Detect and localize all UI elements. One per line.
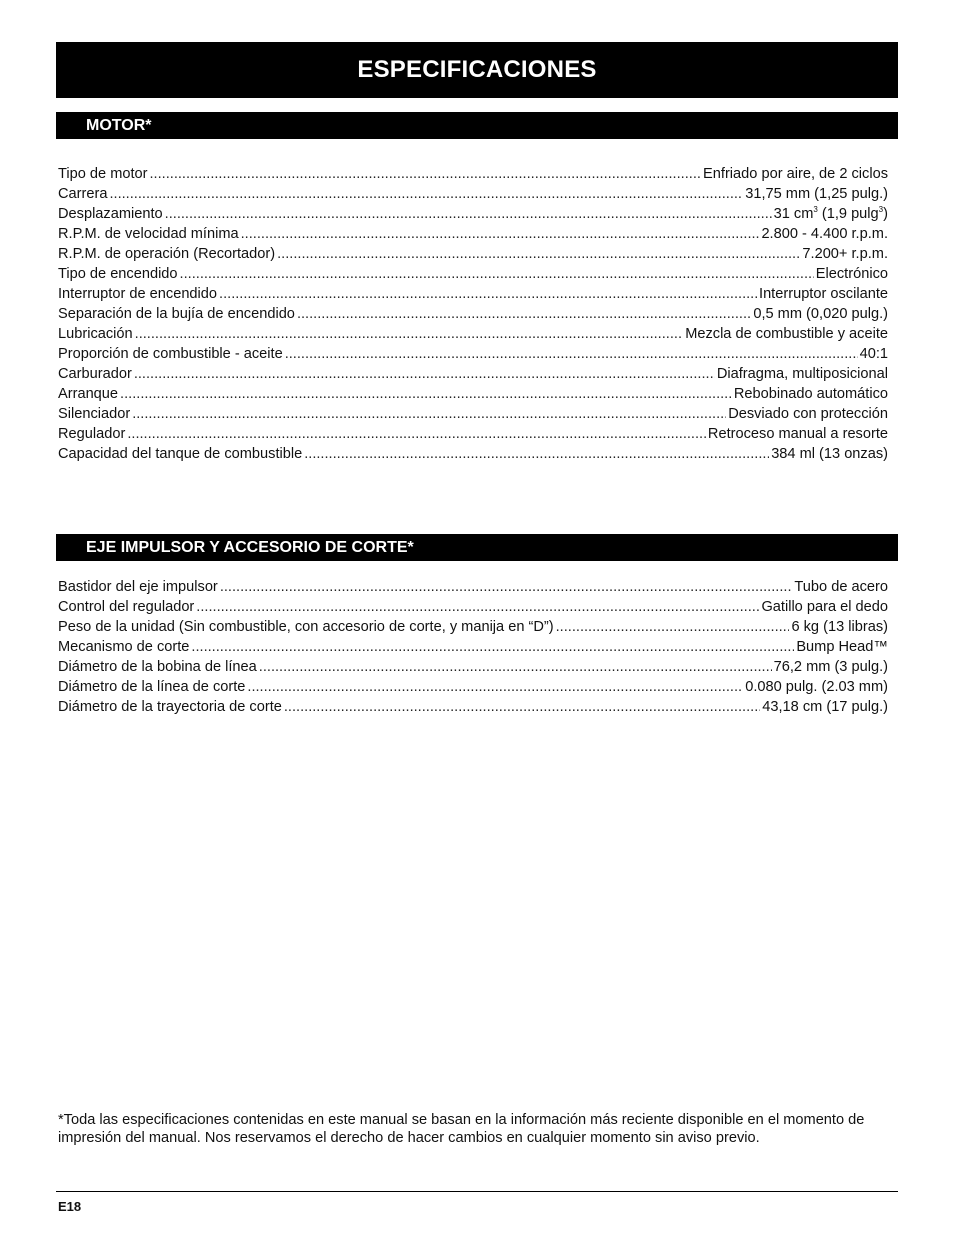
spec-label: Mecanismo de corte xyxy=(58,639,190,655)
spec-value: 0.080 pulg. (2.03 mm) xyxy=(745,679,888,695)
dot-leader xyxy=(132,404,726,424)
spec-value: 0,5 mm (0,020 pulg.) xyxy=(753,306,888,322)
spec-row xyxy=(58,224,888,244)
dot-leader xyxy=(109,184,743,204)
spec-value: 43,18 cm (17 pulg.) xyxy=(762,699,888,715)
superscript-3: 3 xyxy=(813,205,818,215)
spec-row xyxy=(58,324,888,344)
spec-label: Carrera xyxy=(58,186,108,202)
spec-value: 76,2 mm (3 pulg.) xyxy=(773,659,888,675)
value-part: 31 cm xyxy=(773,206,814,222)
spec-value: Diafragma, multiposicional xyxy=(716,366,888,382)
value-part: ) xyxy=(883,206,888,222)
spec-label: Arranque xyxy=(58,386,119,402)
spec-label: Separación de la bujía de encendido xyxy=(58,306,295,322)
spec-value: 2.800 - 4.400 r.p.m. xyxy=(761,226,888,242)
spec-label: Control del regulador xyxy=(58,599,195,615)
spec-row xyxy=(58,404,888,424)
drive-section-heading: EJE IMPULSOR Y ACCESORIO DE CORTE* xyxy=(86,538,414,556)
spec-label: Silenciador xyxy=(58,406,131,422)
spec-row xyxy=(58,657,888,677)
spec-row xyxy=(58,304,888,324)
spec-label: Peso de la unidad (Sin combustible, con accesorio de corte, y manija en “D”) xyxy=(58,619,554,635)
dot-leader xyxy=(247,677,743,697)
spec-label: Proporción de combustible - aceite xyxy=(58,346,283,362)
spec-label: R.P.M. de operación (Recortador) xyxy=(58,246,276,262)
spec-value: Tubo de acero xyxy=(794,579,888,595)
spec-value: 31,75 mm (1,25 pulg.) xyxy=(745,186,888,202)
spec-label: R.P.M. de velocidad mínima xyxy=(58,226,239,242)
spec-label: Lubricación xyxy=(58,326,133,342)
spec-value: Desviado con protección xyxy=(728,406,888,422)
dot-leader xyxy=(259,657,772,677)
dot-leader xyxy=(241,224,760,244)
spec-row xyxy=(58,244,888,264)
spec-value: Bump Head™ xyxy=(796,639,888,655)
spec-row xyxy=(58,697,888,717)
spec-value: Gatillo para el dedo xyxy=(761,599,888,615)
dot-leader xyxy=(127,424,706,444)
drive-section-heading-bar xyxy=(56,534,898,561)
spec-row xyxy=(58,384,888,404)
dot-leader xyxy=(180,264,814,284)
spec-row xyxy=(58,364,888,384)
spec-label: Diámetro de la trayectoria de corte xyxy=(58,699,282,715)
spec-label: Regulador xyxy=(58,426,126,442)
spec-row xyxy=(58,444,888,464)
motor-spec-list xyxy=(58,164,888,464)
dot-leader xyxy=(120,384,732,404)
dot-leader xyxy=(284,697,760,717)
spec-row xyxy=(58,617,888,637)
spec-row xyxy=(58,424,888,444)
dot-leader xyxy=(285,344,858,364)
spec-label: Interruptor de encendido xyxy=(58,286,218,302)
spec-value: Retroceso manual a resorte xyxy=(707,426,888,442)
dot-leader xyxy=(150,164,702,184)
motor-section-heading: MOTOR* xyxy=(86,116,152,134)
spec-row xyxy=(58,184,888,204)
dot-leader xyxy=(196,597,759,617)
dot-leader xyxy=(556,617,790,637)
spec-label: Capacidad del tanque de combustible xyxy=(58,446,303,462)
dot-leader xyxy=(304,444,769,464)
spec-row xyxy=(58,677,888,697)
spec-label: Desplazamiento xyxy=(58,206,163,222)
spec-label: Tipo de motor xyxy=(58,166,148,182)
motor-section-heading-bar xyxy=(56,112,898,139)
spec-row xyxy=(58,577,888,597)
spec-value: 40:1 xyxy=(859,346,888,362)
dot-leader xyxy=(219,284,757,304)
spec-label: Diámetro de la bobina de línea xyxy=(58,659,257,675)
spec-row xyxy=(58,597,888,617)
spec-label: Tipo de encendido xyxy=(58,266,178,282)
footer-divider xyxy=(56,1191,898,1192)
spec-label: Diámetro de la línea de corte xyxy=(58,679,246,695)
spec-label: Carburador xyxy=(58,366,132,382)
superscript-3: 3 xyxy=(878,205,884,215)
dot-leader xyxy=(191,637,794,657)
dot-leader xyxy=(277,244,800,264)
drive-spec-list xyxy=(58,577,888,717)
dot-leader xyxy=(134,364,715,384)
spec-row xyxy=(58,164,888,184)
dot-leader xyxy=(135,324,684,344)
spec-value-displacement xyxy=(774,204,888,224)
dot-leader xyxy=(297,304,751,324)
value-part: (1,9 pulg xyxy=(817,206,879,222)
page-number: E18 xyxy=(58,1199,82,1214)
spec-value: Enfriado por aire, de 2 ciclos xyxy=(703,166,888,182)
spec-row xyxy=(58,264,888,284)
spec-value: Electrónico xyxy=(815,266,888,282)
dot-leader xyxy=(165,204,772,224)
page-title: ESPECIFICACIONES xyxy=(357,56,597,83)
spec-value: Interruptor oscilante xyxy=(759,286,888,302)
spec-value: Rebobinado automático xyxy=(733,386,888,402)
spec-row xyxy=(58,204,888,224)
spec-value: 7.200+ r.p.m. xyxy=(802,246,888,262)
spec-row xyxy=(58,344,888,364)
spec-value: Mezcla de combustible y aceite xyxy=(685,326,888,342)
page-title-bar xyxy=(56,42,898,98)
dot-leader xyxy=(220,577,793,597)
spec-row xyxy=(58,637,888,657)
spec-label: Bastidor del eje impulsor xyxy=(58,579,218,595)
spec-value: 6 kg (13 libras) xyxy=(791,619,888,635)
footnote: *Toda las especificaciones contenidas en este manual se basan en la información más reciente disponible en el momento de impresión del manual. Nos reservamos el derecho de hacer cambios en cualquier momento sin aviso previo. xyxy=(58,1112,865,1146)
spec-value: 384 ml (13 onzas) xyxy=(771,446,888,462)
spec-row xyxy=(58,284,888,304)
